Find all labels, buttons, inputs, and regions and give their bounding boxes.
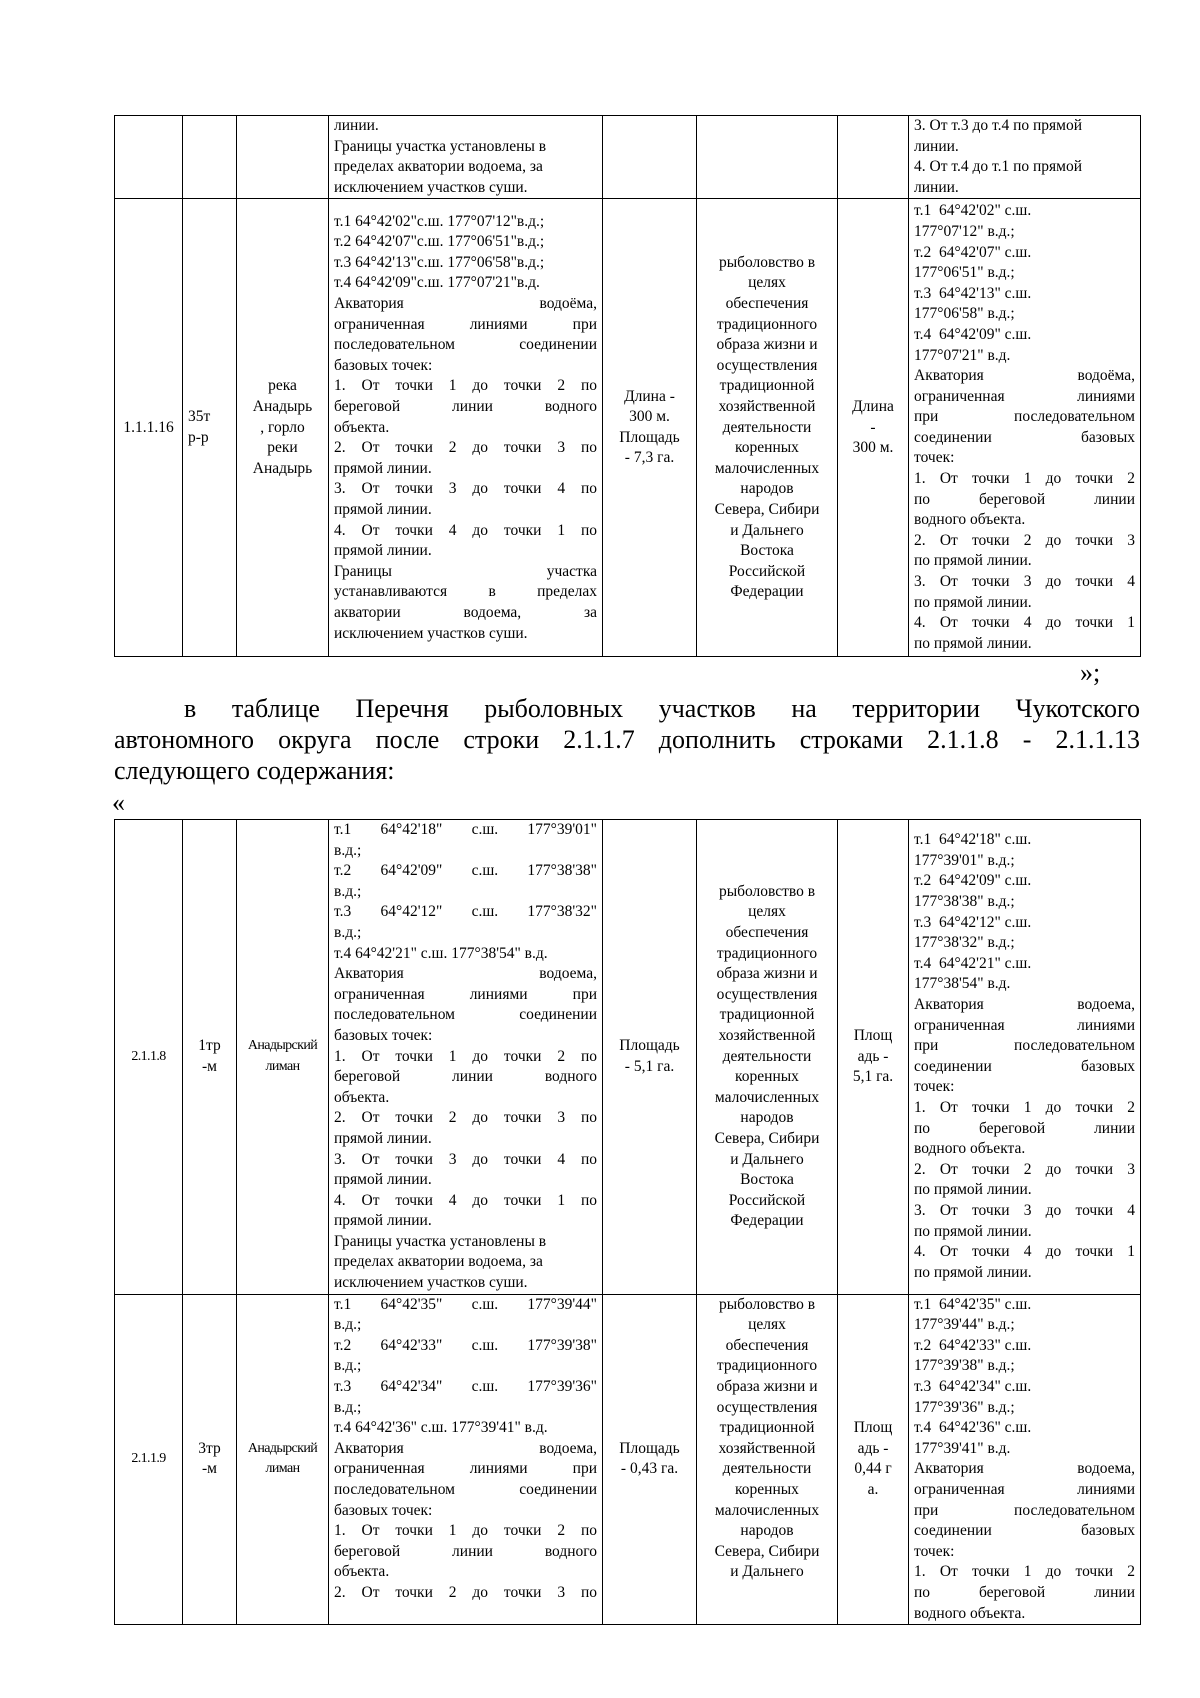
cell-text-line: Анадырь [252,397,313,415]
paragraph-line: автономного округа после строки 2.1.1.7 дополнить строками 2.1.1.8 - 2.1.1.13 [114,725,1140,754]
cell-text-line: традиционной [719,377,815,395]
cell-text-line: Севера, Сибири [714,1129,820,1147]
cell-text-line: Востока [740,542,794,560]
cell-text-line: Федерации [730,1212,804,1230]
cell-text-line: по береговой линии [914,1119,1135,1137]
cell-purpose [697,199,838,657]
cell-text-line: обеспечения [725,1336,809,1354]
cell-code [183,820,237,1295]
cell-water-body [237,1294,329,1625]
cell-text-line: , горло [260,418,305,436]
cell-text-line: деятельности [722,1047,812,1065]
cell-text-line: ограниченная линиями при [334,985,597,1003]
paragraph-line: следующего содержания: [114,756,395,785]
cell-text-line: лиман [265,1461,300,1477]
table-row [115,116,1141,199]
cell-size-2 [838,116,909,199]
cell-text-line: традиционного [716,315,818,333]
cell-text-line: образа жизни и [716,965,818,983]
cell-text-line: точек: [914,1078,955,1096]
cell-text-line: целях [748,274,786,292]
cell-text-line: прямой линии. [334,542,432,560]
cell-text-line: акватории водоема, за [334,603,597,621]
cell-text-line: базовых точек: [334,1026,433,1044]
cell-text-line: - 7,3 га. [624,449,675,467]
cell-text-line: т.1 64°42'02" с.ш. [914,202,1032,220]
cell-text-line: т.2 64°42'07" с.ш. [914,243,1032,261]
cell-text-line: при последовательном [914,1501,1135,1519]
cell-text-line: 3. От т.3 до т.4 по прямой [914,117,1083,134]
cell-text-line: 177°39'44" в.д.; [914,1316,1015,1334]
cell-text-line: линии. [334,117,379,134]
cell-text-line: осуществления [716,356,818,374]
cell-text-line: т.2 64°42'09" с.ш. [914,872,1032,890]
cell-text-line: 1. От точки 1 до точки 2 по [334,377,597,395]
cell-text-line: т.1 64°42'18" с.ш. 177°39'01" [334,821,597,838]
cell-text-line: 1. От точки 1 до точки 2 по [334,1047,597,1065]
cell-text-line: 2. От точки 2 до точки 3 [914,1160,1135,1178]
cell-text-line: 2. От точки 2 до точки 3 по [334,439,597,457]
cell-text-line: водного объекта. [914,1140,1026,1158]
cell-size-2 [838,199,909,657]
opening-quote: « [112,788,125,817]
cell-boundaries-2 [909,1294,1141,1625]
cell-text-line: 2. От точки 2 до точки 3 по [334,1583,597,1601]
cell-text-line: точек: [914,449,955,467]
cell-text-line: т.3 64°42'34" с.ш. 177°39'36" [334,1378,597,1396]
cell-text-line: Акватория водоема, [334,965,597,983]
cell-text-line: 300 м. [629,408,670,426]
cell-number: 1.1.1.16 [115,199,183,657]
cell-text-line: Федерации [730,583,804,601]
cell-text-line: 3. От точки 3 до точки 4 [914,1201,1135,1219]
cell-text-line: Акватория водоема, [914,996,1135,1014]
cell-text-line: Площадь [619,1439,680,1457]
cell-purpose [697,820,838,1295]
cell-text-line: адь - [857,1047,889,1065]
cell-text-line: 1. От точки 1 до точки 2 по [334,1522,597,1540]
cell-text-line: Границы участка установлены в [334,1232,547,1250]
cell-text-line: по береговой линии [914,490,1135,508]
cell-text-line: р-р [188,428,209,446]
cell-text-line: прямой линии. [334,500,432,518]
cell-text-line: реки [267,439,298,457]
cell-boundaries [329,116,603,199]
cell-text-line: 0,44 г [854,1460,892,1478]
cell-text-line: т.3 64°42'12" с.ш. [914,913,1032,931]
cell-text-line: малочисленных [714,1501,820,1519]
cell-text-line: 3. От точки 3 до точки 4 по [334,480,597,498]
cell-text-line: 4. От точки 4 до точки 1 по [334,1191,597,1209]
cell-text-line: река [268,377,297,395]
cell-text-line: Границы участка установлены в [334,137,547,155]
cell-text-line: 4. От точки 4 до точки 1 [914,614,1135,632]
cell-text-line: водного объекта. [914,511,1026,529]
cell-text-line: ограниченная линиями [914,1481,1135,1498]
cell-text-line: целях [748,903,786,921]
cell-text-line: в.д.; [334,1316,362,1334]
cell-text-line: народов [740,1109,794,1127]
cell-text-line: 177°06'58" в.д.; [914,305,1015,323]
cell-text-line: Анадырский [247,1440,318,1456]
cell-text-line: т.1 64°42'02"с.ш. 177°07'12"в.д.; [334,212,545,230]
cell-text-line: обеспечения [725,923,809,941]
cell-text-line: 5,1 га. [852,1068,894,1086]
cell-text-line: 1. От точки 1 до точки 2 [914,470,1135,488]
cell-text-line: Севера, Сибири [714,1542,820,1560]
cell-text-line: Акватория водоёма, [334,295,597,313]
cell-text-line: 177°39'01" в.д.; [914,851,1015,869]
cell-text-line: 1тр [198,1037,221,1055]
cell-text-line: 1. От точки 1 до точки 2 [914,1099,1135,1117]
cell-text-line: устанавливаются в пределах [334,583,597,601]
cell-text-line: т.2 64°42'33" с.ш. [914,1336,1032,1354]
cell-boundaries [329,199,603,657]
cell-text-line: в.д.; [334,841,362,859]
cell-text-line: т.4 64°42'09"с.ш. 177°07'21"в.д. [334,274,540,292]
cell-text-line: хозяйственной [718,1026,816,1044]
fishing-sites-table-1 [114,115,1141,657]
cell-text-line: Российской [728,1191,806,1209]
cell-text-line: малочисленных [714,459,820,477]
cell-text-line: ограниченная линиями [914,1016,1135,1034]
cell-size [603,199,697,657]
cell-text-line: целях [748,1316,786,1334]
cell-text-line: Акватория водоёма, [914,367,1135,385]
cell-text-line: хозяйственной [718,397,816,415]
cell-text-line: т.4 64°42'36" с.ш. [914,1419,1032,1437]
cell-text-line: соединении базовых [914,1522,1135,1540]
cell-text-line: Акватория водоема, [334,1439,597,1457]
cell-text-line: т.2 64°42'09" с.ш. 177°38'38" [334,862,597,880]
cell-text-line: т.4 64°42'21" с.ш. 177°38'54" в.д. [334,944,548,962]
cell-text-line: традиционного [716,1357,818,1375]
cell-text-line: и Дальнего [730,521,804,539]
cell-text-line: прямой линии. [334,459,432,477]
cell-text-line: 177°38'54" в.д. [914,975,1011,993]
cell-text-line: ограниченная линиями [914,387,1135,405]
cell-text-line: 3тр [198,1439,221,1457]
cell-text-line: Границы участка [334,562,597,580]
cell-text-line: хозяйственной [718,1439,816,1457]
cell-text-line: 177°38'32" в.д.; [914,934,1015,952]
cell-text-line: по прямой линии. [914,552,1032,570]
cell-text-line: Площ [853,1026,893,1044]
cell-text-line: народов [740,1522,794,1540]
cell-text-line: и Дальнего [730,1563,804,1581]
cell-text-line: базовых точек: [334,1501,433,1519]
cell-text-line: Длина [852,397,894,415]
cell-text-line: водного объекта. [914,1604,1026,1622]
cell-text-line: осуществления [716,985,818,1003]
cell-text-line: и Дальнего [730,1150,804,1168]
cell-boundaries-2 [909,199,1141,657]
cell-text-line: малочисленных [714,1088,820,1106]
table-row [115,820,1141,1295]
cell-text-line: т.1 64°42'35" с.ш. [914,1295,1032,1313]
cell-text-line: объекта. [334,1088,390,1106]
cell-text-line: т.3 64°42'34" с.ш. [914,1378,1032,1396]
cell-text-line: по прямой линии. [914,634,1032,652]
cell-text-line: при последовательном [914,408,1135,426]
cell-text-line: 177°39'36" в.д.; [914,1398,1015,1416]
table-row [115,199,1141,657]
cell-text-line: исключением участков суши. [334,1274,528,1292]
cell-boundaries [329,1294,603,1625]
cell-code [183,199,237,657]
cell-text-line: точек: [914,1542,955,1560]
cell-text-line: ограниченная линиями при [334,315,597,333]
cell-text-line: последовательном соединении [334,1006,597,1024]
cell-water-body [237,820,329,1295]
cell-text-line: пределах акватории водоема, за [334,1253,543,1271]
cell-text-line: -м [202,1057,217,1075]
cell-text-line: - [870,418,876,436]
cell-text-line: т.1 64°42'35" с.ш. 177°39'44" [334,1295,597,1313]
cell-size-2 [838,820,909,1295]
cell-text-line: последовательном соединении [334,336,597,354]
cell-water-body [237,116,329,199]
cell-text-line: линии. [914,137,959,155]
cell-text-line: прямой линии. [334,1129,432,1147]
cell-number: 2.1.1.8 [115,820,183,1295]
cell-size-2 [838,1294,909,1625]
cell-text-line: 4. От т.4 до т.1 по прямой [914,158,1083,176]
cell-text-line: береговой линии водного [334,1068,597,1086]
cell-text-line: адь - [857,1439,889,1457]
cell-text-line: прямой линии. [334,1212,432,1230]
cell-text-line: - 0,43 га. [620,1460,679,1478]
cell-text-line: береговой линии водного [334,1542,597,1560]
cell-text-line: 35т [188,408,211,426]
cell-text-line: а. [867,1481,879,1498]
cell-text-line: 4. От точки 4 до точки 1 по [334,521,597,539]
cell-text-line: т.2 64°42'33" с.ш. 177°39'38" [334,1336,597,1354]
cell-text-line: 3. От точки 3 до точки 4 по [334,1150,597,1168]
cell-text-line: 3. От точки 3 до точки 4 [914,573,1135,591]
cell-text-line: по прямой линии. [914,1222,1032,1240]
cell-text-line: т.4 64°42'09" с.ш. [914,325,1032,343]
cell-boundaries-2 [909,116,1141,199]
cell-text-line: по прямой линии. [914,593,1032,611]
cell-text-line: образа жизни и [716,336,818,354]
cell-text-line: пределах акватории водоема, за [334,158,543,176]
cell-text-line: Анадырский [247,1038,318,1054]
cell-text-line: соединении базовых [914,1057,1135,1075]
cell-text-line: Акватория водоема, [914,1460,1135,1478]
cell-text-line: Востока [740,1171,794,1189]
cell-text-line: Площадь [619,428,680,446]
cell-text-line: исключением участков суши. [334,178,528,196]
cell-text-line: линии. [914,178,959,196]
cell-text-line: народов [740,480,794,498]
cell-text-line: обеспечения [725,295,809,313]
cell-text-line: т.3 64°42'12" с.ш. 177°38'32" [334,903,597,921]
cell-text-line: 177°07'21" в.д. [914,346,1011,364]
cell-text-line: объекта. [334,418,390,436]
cell-text-line: последовательном соединении [334,1481,597,1498]
cell-text-line: при последовательном [914,1037,1135,1055]
cell-purpose [697,116,838,199]
cell-text-line: 177°06'51" в.д.; [914,264,1015,282]
cell-text-line: традиционного [716,944,818,962]
cell-text-line: осуществления [716,1398,818,1416]
cell-text-line: рыболовство в [718,882,816,900]
cell-text-line: исключением участков суши. [334,624,528,642]
cell-text-line: 177°07'12" в.д.; [914,222,1015,240]
cell-text-line: ограниченная линиями при [334,1460,597,1478]
cell-text-line: береговой линии водного [334,397,597,415]
cell-text-line: 2. От точки 2 до точки 3 [914,531,1135,549]
closing-quote: »; [1080,658,1101,687]
cell-size [603,820,697,1295]
cell-text-line: Российской [728,562,806,580]
cell-text-line: 1. От точки 1 до точки 2 [914,1563,1135,1581]
cell-text-line: коренных [735,1068,799,1086]
cell-text-line: Анадырь [252,459,313,477]
cell-number: 2.1.1.9 [115,1294,183,1625]
cell-text-line: т.2 64°42'07"с.ш. 177°06'51"в.д.; [334,233,545,251]
cell-boundaries-2 [909,820,1141,1295]
cell-text-line: базовых точек: [334,356,433,374]
paragraph-line: в таблице Перечня рыболовных участков на территории Чукотского [184,694,1140,723]
cell-text-line: прямой линии. [334,1171,432,1189]
cell-text-line: деятельности [722,1460,812,1478]
cell-text-line: рыболовство в [718,1295,816,1313]
cell-text-line: т.4 64°42'21" с.ш. [914,954,1032,972]
cell-text-line: соединении базовых [914,428,1135,446]
cell-text-line: 177°39'38" в.д.; [914,1357,1015,1375]
cell-text-line: деятельности [722,418,812,436]
cell-text-line: 300 м. [852,439,894,457]
cell-text-line: по прямой линии. [914,1263,1032,1281]
cell-text-line: 4. От точки 4 до точки 1 [914,1243,1135,1261]
cell-text-line: рыболовство в [718,253,816,271]
cell-text-line: объекта. [334,1563,390,1581]
cell-text-line: т.3 64°42'13"с.ш. 177°06'58"в.д.; [334,253,545,271]
cell-text-line: в.д.; [334,923,362,941]
cell-text-line: - 5,1 га. [624,1057,675,1075]
fishing-sites-table-2 [114,819,1141,1625]
cell-code [183,1294,237,1625]
cell-code [183,116,237,199]
cell-text-line: в.д.; [334,1357,362,1375]
cell-text-line: Площ [853,1419,893,1437]
cell-text-line: коренных [735,439,799,457]
cell-boundaries [329,820,603,1295]
cell-text-line: по береговой линии [914,1583,1135,1601]
cell-text-line: -м [202,1460,217,1478]
cell-text-line: Площадь [619,1037,680,1055]
cell-text-line: по прямой линии. [914,1181,1032,1199]
cell-text-line: лиман [265,1058,300,1074]
cell-text-line: коренных [735,1481,799,1498]
cell-water-body [237,199,329,657]
cell-text-line: Севера, Сибири [714,500,820,518]
cell-text-line: традиционной [719,1006,815,1024]
cell-purpose [697,1294,838,1625]
cell-text-line: 177°39'41" в.д. [914,1439,1011,1457]
cell-text-line: 177°38'38" в.д.; [914,893,1015,911]
table-row [115,1294,1141,1625]
cell-size [603,1294,697,1625]
cell-text-line: в.д.; [334,882,362,900]
cell-size [603,116,697,199]
cell-text-line: т.1 64°42'18" с.ш. [914,831,1032,849]
cell-text-line: образа жизни и [716,1378,818,1396]
cell-text-line: в.д.; [334,1398,362,1416]
cell-text-line: т.4 64°42'36" с.ш. 177°39'41" в.д. [334,1419,548,1437]
cell-text-line: 2. От точки 2 до точки 3 по [334,1109,597,1127]
cell-text-line: традиционной [719,1419,815,1437]
cell-text-line: т.3 64°42'13" с.ш. [914,284,1032,302]
cell-number [115,116,183,199]
cell-text-line: Длина - [624,387,675,405]
